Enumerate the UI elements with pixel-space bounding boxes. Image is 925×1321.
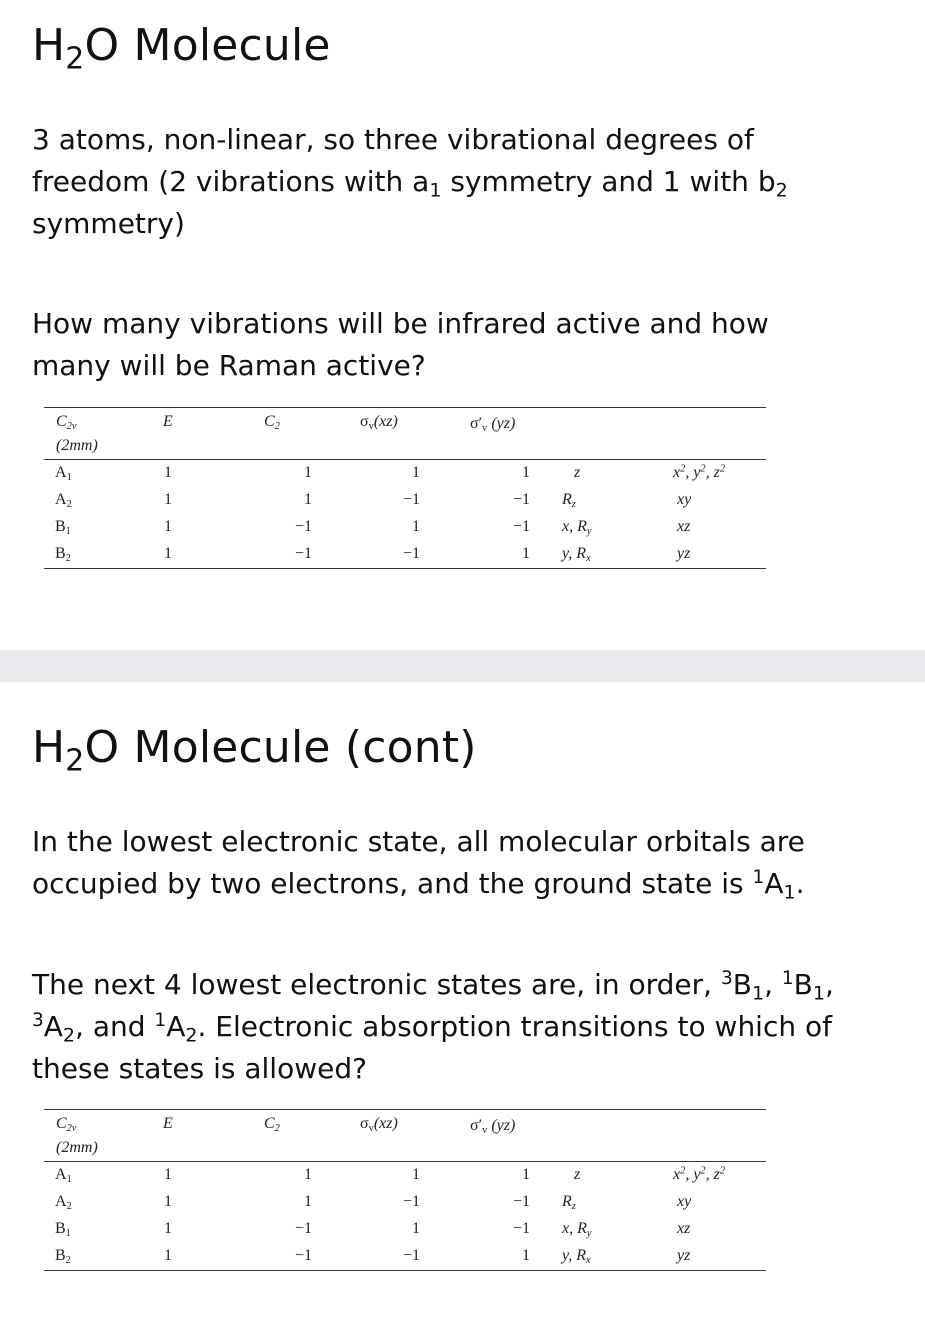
linear-functions: x, Ry xyxy=(562,1220,592,1240)
char-sv: −1 xyxy=(402,491,420,508)
header-sigma-v: σv(xz) xyxy=(360,413,398,433)
char-svp: −1 xyxy=(512,491,530,508)
table-header-rule xyxy=(44,459,766,460)
slide-2-title: $H_2O$ Molecule (cont) xyxy=(32,722,477,779)
char-svp: 1 xyxy=(522,464,530,481)
table-bottom-rule xyxy=(44,1270,766,1271)
char-sv: −1 xyxy=(402,545,420,562)
header-c2: C2 xyxy=(264,1115,280,1135)
linear-functions: y, Rx xyxy=(562,1247,591,1267)
quadratic-functions: xz xyxy=(677,1220,691,1237)
group-alt-label: (2mm) xyxy=(56,437,98,454)
slide-1-paragraph-1: 3 atoms, non-linear, so three vibrational degrees of freedom (2 vibrations with $a_1$ symmetry and 1 with $b_2$ symmetry) xyxy=(32,123,788,240)
char-sv: −1 xyxy=(402,1193,420,1210)
char-svp: 1 xyxy=(522,545,530,562)
header-sigma-v-prime: σ′v (yz) xyxy=(470,415,516,435)
char-e: 1 xyxy=(164,518,172,535)
irrep-label: A1 xyxy=(55,1166,72,1186)
irrep-label: B2 xyxy=(55,545,71,565)
irrep-label: A1 xyxy=(55,464,72,484)
char-svp: −1 xyxy=(512,1220,530,1237)
slide-1-paragraph-2: How many vibrations will be infrared active and how many will be Raman active? xyxy=(32,307,769,382)
char-sv: 1 xyxy=(412,1220,420,1237)
linear-functions: Rz xyxy=(562,1193,576,1213)
char-svp: 1 xyxy=(522,1247,530,1264)
slide-1 xyxy=(0,0,925,650)
char-sv: 1 xyxy=(412,464,420,481)
quadratic-functions: yz xyxy=(677,1247,691,1264)
char-e: 1 xyxy=(164,464,172,481)
table-top-rule xyxy=(44,1109,766,1110)
header-sigma-v: σv(xz) xyxy=(360,1115,398,1135)
quadratic-functions: $x^2$, $y^2$, $z^2$ xyxy=(673,463,726,481)
irrep-label: B1 xyxy=(55,1220,71,1240)
slide-2-paragraph-2: The next 4 lowest electronic states are, in order, $^3B_1$, $^1B_1$, $^3A_2$, and $^1A_2$. Electronic absorption transitions to which of these states is allowed? xyxy=(32,967,834,1085)
header-e: E xyxy=(163,1115,173,1132)
header-e: E xyxy=(163,413,173,430)
char-C2: −1 xyxy=(294,1220,312,1237)
irrep-label: A2 xyxy=(55,1193,72,1213)
char-e: 1 xyxy=(164,1220,172,1237)
slide-separator xyxy=(0,650,925,682)
quadratic-functions: xz xyxy=(677,518,691,535)
char-C2: −1 xyxy=(294,518,312,535)
table-top-rule xyxy=(44,407,766,408)
group-alt-label: (2mm) xyxy=(56,1139,98,1156)
char-C2: −1 xyxy=(294,1247,312,1264)
irrep-label: B2 xyxy=(55,1247,71,1267)
quadratic-functions: yz xyxy=(677,545,691,562)
slide-1-title: $H_2O$ Molecule xyxy=(32,20,331,77)
char-svp: −1 xyxy=(512,518,530,535)
group-label: C2v xyxy=(56,1115,77,1135)
linear-functions: z xyxy=(574,464,581,481)
linear-functions: z xyxy=(574,1166,581,1183)
quadratic-functions: $x^2$, $y^2$, $z^2$ xyxy=(673,1165,726,1183)
group-label: C2v xyxy=(56,413,77,433)
linear-functions: y, Rx xyxy=(562,545,591,565)
char-C2: 1 xyxy=(304,1166,312,1183)
char-svp: −1 xyxy=(512,1193,530,1210)
char-e: 1 xyxy=(164,1247,172,1264)
irrep-label: B1 xyxy=(55,518,71,538)
slide-2-paragraph-1: In the lowest electronic state, all molecular orbitals are occupied by two electrons, and the ground state is $^1A_1$. xyxy=(32,825,805,904)
char-e: 1 xyxy=(164,1193,172,1210)
char-C2: −1 xyxy=(294,545,312,562)
char-sv: −1 xyxy=(402,1247,420,1264)
header-sigma-v-prime: σ′v (yz) xyxy=(470,1117,516,1137)
char-C2: 1 xyxy=(304,491,312,508)
quadratic-functions: xy xyxy=(677,1193,692,1210)
header-c2: C2 xyxy=(264,413,280,433)
linear-functions: Rz xyxy=(562,491,576,511)
char-svp: 1 xyxy=(522,1166,530,1183)
char-e: 1 xyxy=(164,1166,172,1183)
char-C2: 1 xyxy=(304,464,312,481)
quadratic-functions: xy xyxy=(677,491,692,508)
table-bottom-rule xyxy=(44,568,766,569)
char-sv: 1 xyxy=(412,518,420,535)
slide-2 xyxy=(0,682,925,1321)
char-C2: 1 xyxy=(304,1193,312,1210)
linear-functions: x, Ry xyxy=(562,518,592,538)
table-header-rule xyxy=(44,1161,766,1162)
char-e: 1 xyxy=(164,545,172,562)
char-e: 1 xyxy=(164,491,172,508)
irrep-label: A2 xyxy=(55,491,72,511)
char-sv: 1 xyxy=(412,1166,420,1183)
